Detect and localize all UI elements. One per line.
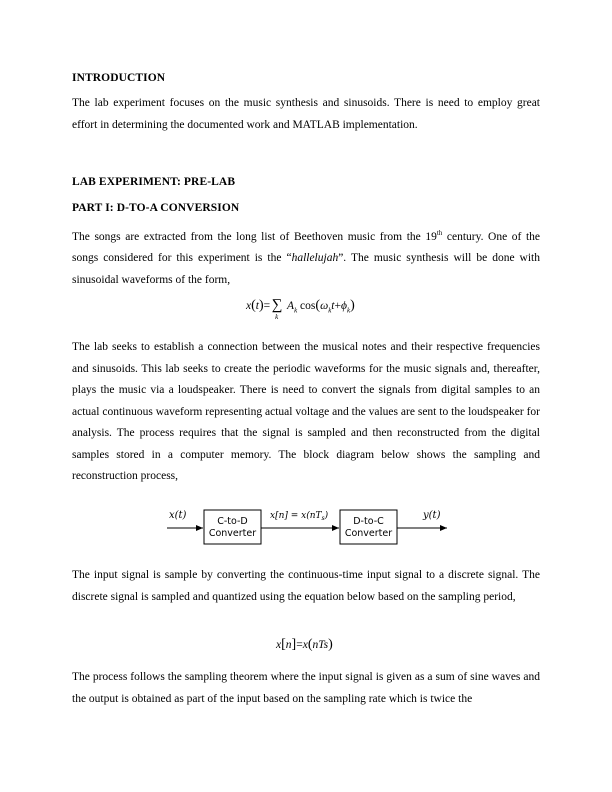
prelab-paragraph-4: The process follows the sampling theorem where the input signal is given as a sum of sine waves and the output is obtained as part of the input based on the sampling rate which is twice the: [72, 671, 540, 705]
c-to-d-label: C-to-D: [217, 516, 248, 527]
prelab-paragraph-2: The lab seeks to establish a connection between the musical notes and their respective frequencies and sinusoids. This lab seeks to create the periodic waveforms for the music signals and, thereafter, plays the music via a loudspeaker. There is need to convert the signals from digital samples to an actual continuous waveform representing actual voltage and the values are sent to the loudspeaker for analysis. The process requires that the signal is sampled and then reconstructed from the digital samples stored in a computer memory. The block diagram below shows the sampling and reconstruction process,: [72, 341, 540, 482]
part-one-heading: PART I: D-TO-A CONVERSION: [72, 202, 240, 214]
prelab-paragraph-1: [72, 223, 540, 291]
p1-song-title: hallelujah: [291, 252, 339, 265]
sampling-block-diagram: [165, 500, 455, 552]
p1-superscript: th: [436, 229, 443, 237]
d-to-c-label: D-to-C: [353, 516, 384, 527]
intro-heading: INTRODUCTION: [72, 72, 166, 84]
p1-text-c: ”. The music synthesis will be done with sinusoidal waveforms of the form,: [72, 252, 540, 286]
prelab-heading: LAB EXPERIMENT: PRE-LAB: [72, 176, 236, 188]
input-signal-label: x(t): [169, 510, 187, 521]
sampling-equation: x[n]=x(nTs): [276, 637, 333, 652]
prelab-paragraph-3: The input signal is sample by converting the continuous-time input signal to a discrete signal. The discrete signal is sampled and quantized using the equation below based on the sampling period,: [72, 569, 540, 603]
p1-text-a: The songs are extracted from the long list of Beethoven music from the 19: [72, 230, 437, 243]
intro-paragraph: The lab experiment focuses on the music synthesis and sinusoids. There is need to employ great effort in determining the documented work and MATLAB implementation.: [72, 97, 540, 131]
output-signal-label: y(t): [423, 510, 441, 521]
sinusoid-equation: x(t)= ∑ k $A_k$ $\cos(\omega_kt+\phi_k)$: [246, 297, 355, 321]
d-to-c-sublabel: Converter: [344, 528, 393, 539]
c-to-d-sublabel: Converter: [208, 528, 257, 539]
p1-text-b: century. One of the songs considered for this experiment is the “: [72, 230, 540, 265]
sampled-signal-label: $x[n] = x(nT_s)$: [270, 511, 329, 522]
